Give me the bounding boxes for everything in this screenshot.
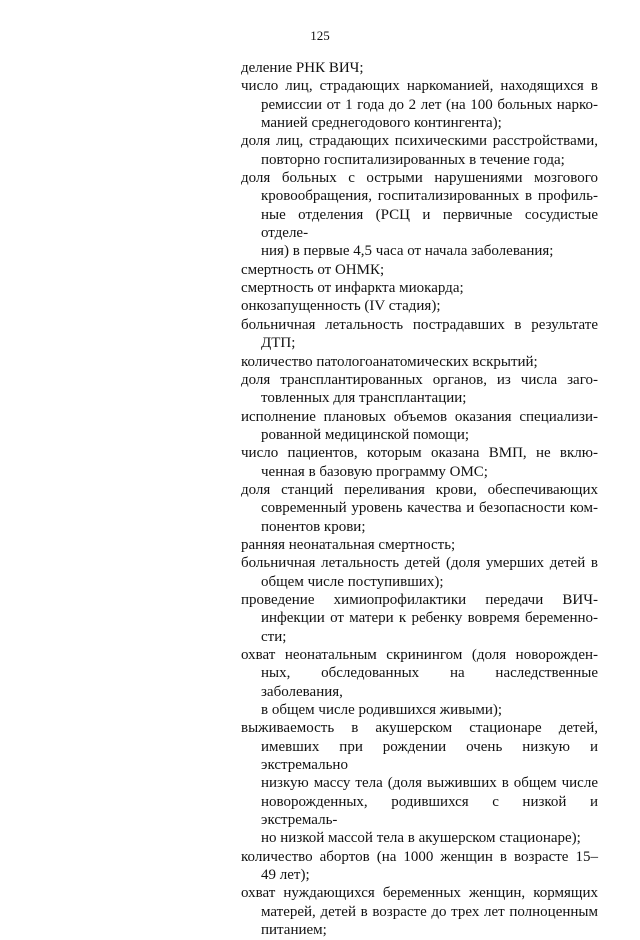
list-item: [241, 646, 598, 719]
item-line-continuation: имевших при рождении очень низкую и экстремально: [261, 738, 598, 774]
item-line-continuation: понентов крови;: [261, 518, 366, 535]
document-body: [241, 59, 598, 940]
item-line-first: число лиц, страдающих наркоманией, находящихся в: [241, 78, 598, 95]
item-line-continuation: ных, обследованных на наследственные заболевания,: [261, 665, 598, 700]
item-line-continuation: 49 лет);: [261, 867, 310, 884]
item-line-continuation: матерей, детей в возрасте до трех лет полноценным: [261, 903, 598, 920]
list-item: [241, 316, 598, 353]
item-line-first: больничная летальность пострадавших в результате: [241, 316, 598, 333]
item-line-first: доля лиц, страдающих психическими расстройствами,: [241, 133, 598, 150]
item-line-continuation: ДТП;: [261, 335, 296, 352]
item-line-first: охват неонатальным скринингом (доля новорожден-: [241, 647, 598, 663]
page-number: 125: [310, 28, 330, 43]
list-item: [241, 848, 598, 885]
item-line-continuation: современный уровень качества и безопасности ком-: [261, 500, 598, 517]
list-item: [241, 59, 598, 77]
list-item: [241, 261, 598, 279]
item-line-continuation: кровообращения, госпитализированных в профиль-: [261, 188, 598, 205]
item-line-first: доля больных с острыми нарушениями мозгового: [241, 170, 598, 187]
item-line-first: проведение химиопрофилактики передачи ВИЧ-: [241, 591, 598, 608]
list-item: [241, 536, 598, 554]
item-line-first: доля трансплантированных органов, из числа заго-: [241, 371, 598, 388]
list-item: [241, 719, 598, 847]
list-item: [241, 481, 598, 536]
item-line-first: больничная летальность детей (доля умерших детей в: [241, 555, 598, 572]
item-line-continuation: ния) в первые 4,5 часа от начала заболевания;: [261, 243, 554, 260]
list-item: [241, 554, 598, 591]
item-line-continuation: инфекции от матери к ребенку вовремя беременно-: [261, 610, 598, 627]
item-line-continuation: новорожденных, родившихся с низкой и экстремаль-: [261, 793, 598, 829]
list-item: [241, 132, 598, 169]
item-line-first: смертность от инфаркта миокарда;: [241, 280, 464, 297]
item-line-continuation: манией среднегодового контингента);: [261, 115, 502, 132]
list-item: [241, 169, 598, 261]
item-line-first: количество патологоанатомических вскрытий;: [241, 353, 538, 370]
item-line-continuation: повторно госпитализированных в течение года;: [261, 151, 565, 168]
item-line-continuation: в общем числе родившихся живыми);: [261, 702, 503, 719]
item-line-first: онкозапущенность (IV стадия);: [241, 298, 441, 315]
item-line-first: исполнение плановых объемов оказания специализи-: [241, 408, 598, 425]
item-line-first: охват нуждающихся беременных женщин, кормящих: [241, 885, 598, 902]
list-item: [241, 444, 598, 481]
item-line-continuation: рованной медицинской помощи;: [261, 426, 470, 443]
list-item: [241, 279, 598, 297]
item-line-continuation: низкую массу тела (доля выживших в общем числе: [261, 775, 598, 792]
item-line-continuation: общем числе поступивших);: [261, 573, 444, 590]
item-line-continuation: ченная в базовую программу ОМС;: [261, 463, 488, 480]
list-item: [241, 371, 598, 408]
list-item: [241, 591, 598, 646]
item-line-continuation: ные отделения (РСЦ и первичные сосудистые отделе-: [261, 206, 598, 242]
item-line-continuation: сти;: [261, 628, 287, 645]
item-line-first: количество абортов (на 1000 женщин в возрасте 15–: [241, 848, 598, 865]
item-line-first: доля станций переливания крови, обеспечивающих: [241, 481, 598, 498]
item-line-continuation: товленных для трансплантации;: [261, 390, 467, 407]
item-line-continuation: ремиссии от 1 года до 2 лет (на 100 больных нарко-: [261, 96, 598, 113]
list-item: [241, 408, 598, 445]
list-item: [241, 353, 598, 371]
item-line-first: выживаемость в акушерском стационаре детей,: [241, 720, 598, 737]
item-line-first: деление РНК ВИЧ;: [241, 60, 364, 76]
list-item: [241, 77, 598, 132]
item-line-continuation: но низкой массой тела в акушерском стационаре);: [261, 830, 581, 847]
item-line-continuation: питанием;: [261, 922, 327, 939]
item-line-first: ранняя неонатальная смертность;: [241, 536, 456, 553]
list-item: [241, 297, 598, 315]
item-line-first: число пациентов, которым оказана ВМП, не вклю-: [241, 445, 598, 462]
item-line-first: смертность от ОНМК;: [241, 261, 385, 278]
list-item: [241, 884, 598, 939]
